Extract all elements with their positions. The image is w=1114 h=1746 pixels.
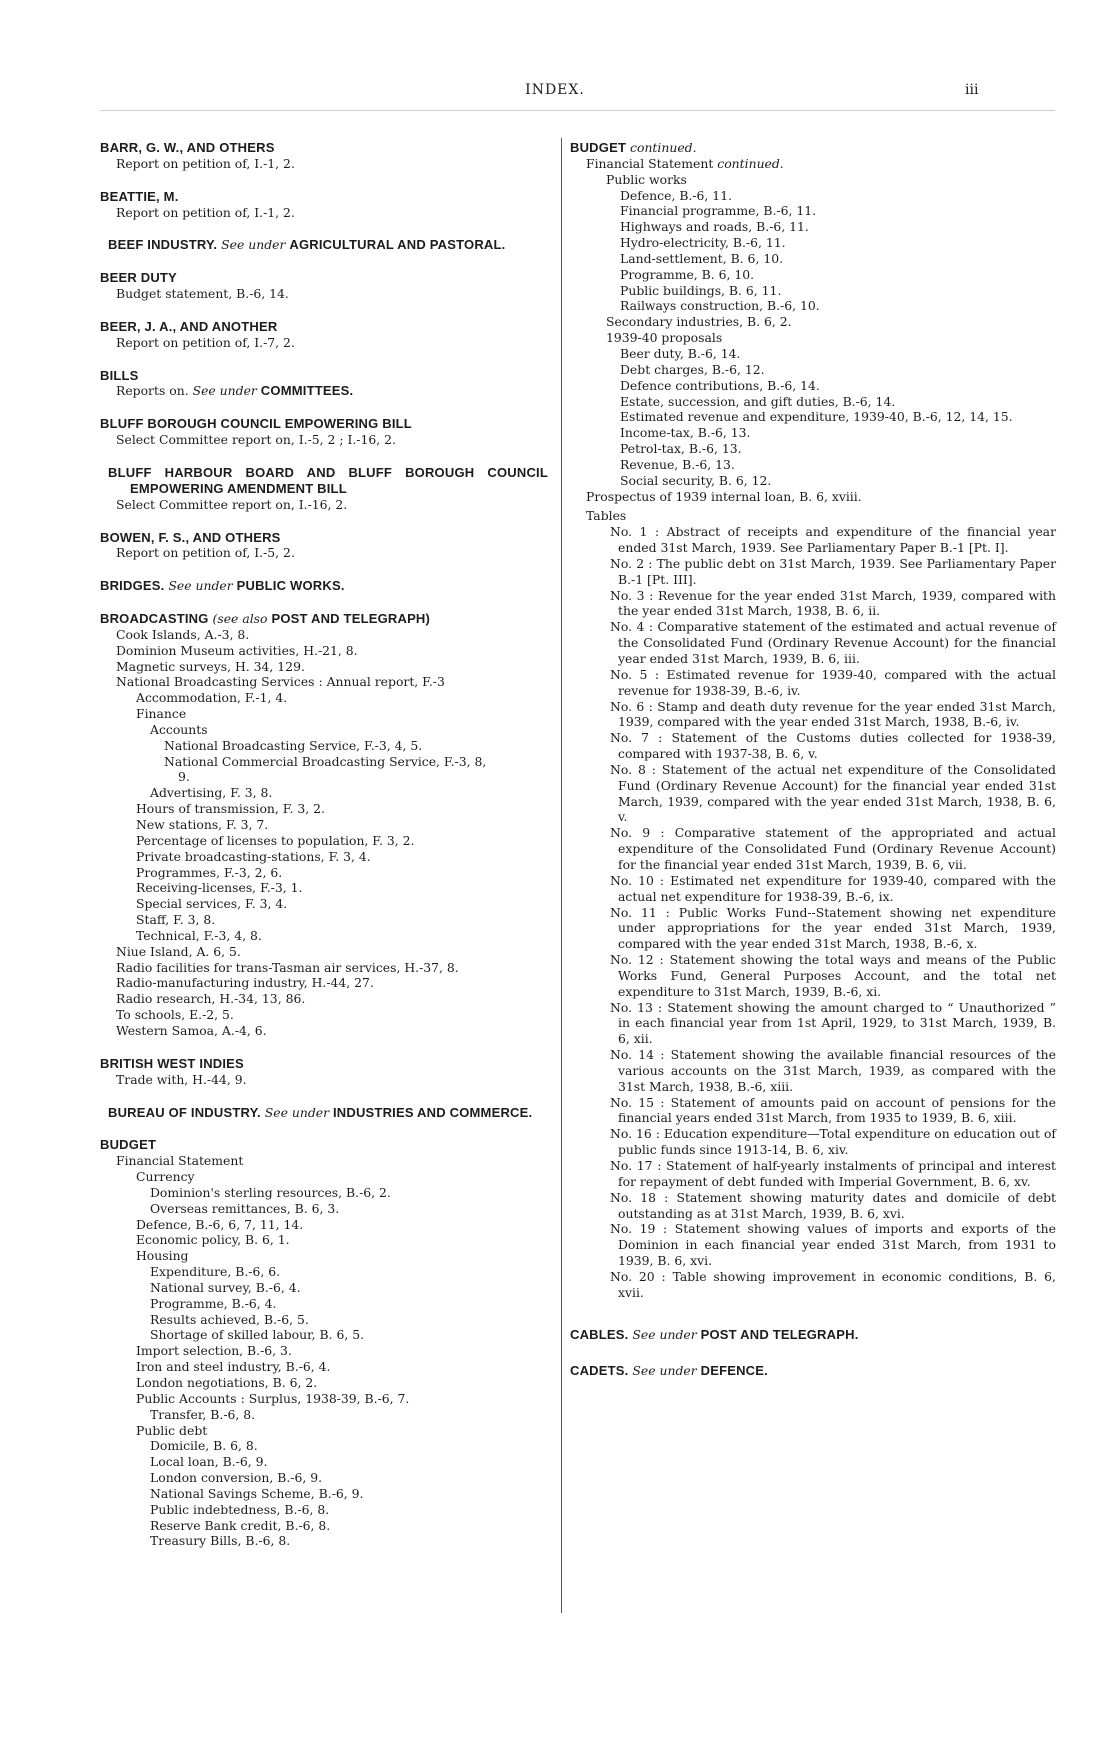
entry-line: Select Committee report on, I.-16, 2. [116, 496, 348, 512]
entry-line: Radio facilities for trans-Tasman air services, H.-37, 8. [116, 959, 459, 975]
entry-line: Reserve Bank credit, B.-6, 8. [150, 1517, 331, 1533]
entry-line: London negotiations, B. 6, 2. [136, 1375, 318, 1390]
entry-line: Beer duty, B.-6, 14. [620, 345, 741, 361]
entry-line: Report on petition of, I.-1, 2. [116, 204, 295, 220]
table-item: No. 20 : Table showing improvement in economic conditions, B. 6, xvii. [610, 1268, 1056, 1300]
entry-line: Western Samoa, A.-4, 6. [116, 1022, 267, 1038]
entry-line: Results achieved, B.-6, 5. [150, 1311, 309, 1327]
entry-heading: BOWEN, F. S., AND OTHERS [100, 529, 281, 545]
entry-line: 1939-40 proposals [606, 330, 723, 346]
see-under-label: See under [632, 1363, 697, 1379]
entry-line: Shortage of skilled labour, B. 6, 5. [150, 1327, 365, 1343]
entry-heading: BUREAU OF INDUSTRY. [108, 1104, 261, 1120]
entry-line: Niue Island, A. 6, 5. [116, 943, 241, 959]
entry-heading: BEEF INDUSTRY. [108, 237, 218, 253]
entry-line: Public works [606, 171, 687, 187]
entry-line: Highways and roads, B.-6, 11. [620, 219, 809, 235]
entry-heading: BEATTIE, M. [100, 188, 179, 204]
left-column [100, 140, 548, 1566]
entry-line: Iron and steel industry, B.-6, 4. [136, 1359, 331, 1375]
cross-reference: DEFENCE. [700, 1363, 768, 1379]
entry-line: Receiving-licenses, F.-3, 1. [136, 880, 303, 896]
entry-line: Private broadcasting-stations, F. 3, 4. [136, 848, 371, 864]
entry-line: Programme, B.-6, 4. [150, 1295, 277, 1311]
entry-line: Income-tax, B.-6, 13. [620, 425, 751, 441]
entry-line: Estimated revenue and expenditure, 1939-40, B.-6, 12, 14, 15. [620, 409, 1013, 425]
entry-heading: BARR, G. W., AND OTHERS [100, 140, 275, 155]
entry-line: Public Accounts : Surplus, 1938-39, B.-6, 7. [136, 1390, 410, 1406]
see-under-label: See under [264, 1104, 330, 1120]
entry-heading: BUDGET [570, 140, 627, 155]
entry-line: Report on petition of, I.-1, 2. [116, 155, 295, 171]
entry-heading: BLUFF HARBOUR BOARD AND BLUFF BOROUGH COUNCIL EMPOWERING AMENDMENT BILL [108, 464, 548, 496]
table-item: No. 16 : Education expenditure—Total expenditure on education out of public funds since 1913-14, B. 6, xiv. [610, 1126, 1056, 1158]
entry-line: Percentage of licenses to population, F. 3, 2. [136, 832, 415, 848]
entry-line: Local loan, B.-6, 9. [150, 1454, 268, 1470]
entry-line: Currency [136, 1169, 195, 1185]
index-entry [100, 530, 548, 562]
entry-line: To schools, E.-2, 5. [116, 1007, 234, 1023]
entry-line: Defence, B.-6, 11. [620, 187, 733, 203]
table-item: No. 18 : Statement showing maturity dates and domicile of debt outstanding as at 31st March, 1939, B. 6, xvi. [610, 1189, 1056, 1221]
entry-line: Programme, B. 6, 10. [620, 266, 755, 282]
table-item: No. 19 : Statement showing values of imports and exports of the Dominion in each financial year ended 31st March, from 1931 to 1939, B. 6, xvi. [610, 1221, 1056, 1269]
page-header [0, 82, 1114, 112]
entry-heading: BILLS [100, 367, 139, 383]
entry-line: Secondary industries, B. 6, 2. [606, 314, 792, 330]
entry-line: Tables [586, 508, 627, 524]
entry-line: Public debt [136, 1422, 208, 1438]
see-under-label: See under [632, 1326, 697, 1342]
index-entry [100, 140, 548, 172]
index-entry [570, 1363, 1056, 1379]
cross-reference: POST AND TELEGRAPH. [700, 1326, 859, 1342]
index-entry [100, 189, 548, 221]
continued-label: continued. [630, 140, 697, 155]
entry-line: Import selection, B.-6, 3. [136, 1343, 292, 1359]
entry-line: National Commercial Broadcasting Service, F.-3, 8, [164, 753, 487, 769]
entry-line: Expenditure, B.-6, 6. [150, 1264, 281, 1280]
index-entry [100, 237, 548, 253]
cross-reference: PUBLIC WORKS. [236, 578, 345, 594]
see-also-label: (see also [212, 611, 268, 627]
index-entry [100, 319, 548, 351]
entry-line: National Broadcasting Service, F.-3, 4, 5. [164, 737, 423, 753]
table-item: No. 14 : Statement showing the available financial resources of the various accounts on the 31st March, 1939, as compared with the 31st March, 1938, B.-6, xiii. [610, 1047, 1056, 1094]
index-entry-broadcasting [100, 611, 548, 1039]
entry-line: Prospectus of 1939 internal loan, B. 6, xviii. [586, 488, 862, 504]
entry-line: Select Committee report on, I.-5, 2 ; I.-16, 2. [116, 432, 396, 448]
entry-heading: BLUFF BOROUGH COUNCIL EMPOWERING BILL [100, 416, 412, 432]
continued-label: continued. [717, 155, 784, 171]
index-entry [100, 465, 548, 513]
index-entry [570, 1327, 1056, 1343]
entry-line: New stations, F. 3, 7. [136, 817, 269, 832]
table-item: No. 5 : Estimated revenue for 1939-40, compared with the actual revenue for 1938-39, B.-6, iv. [610, 666, 1056, 698]
table-item: No. 9 : Comparative statement of the appropriated and actual expenditure of the Consolidated Fund (Ordinary Revenue Account) for the financial year ended 31st March, 1939, B. 6, vii. [610, 825, 1056, 872]
entry-line: Defence, B.-6, 6, 7, 11, 14. [136, 1216, 304, 1232]
entry-line: Railways construction, B.-6, 10. [620, 298, 820, 314]
entry-heading: BRIDGES. [100, 578, 165, 594]
entry-line: Technical, F.-3, 4, 8. [136, 927, 262, 943]
table-item: No. 17 : Statement of half-yearly instalments of principal and interest for repayment of debt funded with Imperial Government, B. 6, xv. [610, 1158, 1056, 1189]
entry-line: Advertising, F. 3, 8. [150, 785, 273, 801]
entry-line: Programmes, F.-3, 2, 6. [136, 864, 283, 880]
table-item: No. 3 : Revenue for the year ended 31st March, 1939, compared with the year ended 31st March, 1938, B. 6, ii. [610, 587, 1056, 619]
entry-line: Reports on. [116, 383, 189, 399]
table-item: No. 2 : The public debt on 31st March, 1939. See Parliamentary Paper B.-1 [Pt. III]. [610, 555, 1056, 587]
index-entry [100, 578, 548, 594]
entry-heading: BEER DUTY [100, 270, 177, 286]
header-rule [100, 110, 1055, 111]
entry-line: Estate, succession, and gift duties, B.-6, 14. [620, 393, 896, 409]
entry-line: Hours of transmission, F. 3, 2. [136, 801, 325, 817]
table-item: No. 1 : Abstract of receipts and expenditure of the financial year ended 31st March, 1939. See Parliamentary Paper B.-1 [Pt. I]. [610, 524, 1056, 556]
entry-line: Accounts [150, 721, 208, 737]
entry-heading: CADETS. [570, 1363, 629, 1379]
entry-line: 9. [178, 769, 190, 785]
entry-line: Finance [136, 706, 187, 722]
index-entry [100, 1056, 548, 1088]
entry-line: Petrol-tax, B.-6, 13. [620, 441, 742, 457]
cross-reference: COMMITTEES. [260, 383, 354, 399]
entry-line: Housing [136, 1248, 189, 1264]
entry-heading: BRITISH WEST INDIES [100, 1055, 244, 1071]
entry-line: National Savings Scheme, B.-6, 9. [150, 1485, 364, 1501]
index-entry-budget [100, 1137, 548, 1549]
entry-line: Public buildings, B. 6, 11. [620, 282, 782, 298]
right-column [570, 140, 1056, 1396]
entry-line: Report on petition of, I.-5, 2. [116, 545, 295, 561]
entry-line: Dominion's sterling resources, B.-6, 2. [150, 1184, 391, 1200]
page-number: iii [965, 82, 979, 98]
entry-line: Overseas remittances, B. 6, 3. [150, 1200, 340, 1216]
entry-line: Report on petition of, I.-7, 2. [116, 334, 295, 350]
table-item: No. 13 : Statement showing the amount charged to “ Unauthorized ” in each financial year from 1st April, 1929, to 31st March, 1939, B. 6, xii. [610, 999, 1056, 1047]
entry-line: Transfer, B.-6, 8. [150, 1406, 256, 1422]
see-under-label: See under [168, 578, 233, 594]
entry-line: Radio-manufacturing industry, H.-44, 27. [116, 975, 374, 991]
entry-line: Special services, F. 3, 4. [136, 896, 288, 912]
index-entry [100, 416, 548, 448]
entry-heading: BUDGET [100, 1137, 157, 1153]
table-item: No. 6 : Stamp and death duty revenue for the year ended 31st March, 1939, compared with the year ended 31st March, 1938, B.-6, iv. [610, 698, 1056, 730]
index-entry [100, 270, 548, 302]
see-under-label: See under [221, 237, 286, 253]
entry-line: Dominion Museum activities, H.-21, 8. [116, 642, 358, 658]
entry-line: Domicile, B. 6, 8. [150, 1438, 258, 1454]
cross-reference: AGRICULTURAL AND PASTORAL. [289, 237, 506, 253]
entry-line: Financial Statement [116, 1153, 244, 1169]
entry-line: Hydro-electricity, B.-6, 11. [620, 235, 786, 251]
entry-line: Debt charges, B.-6, 12. [620, 361, 765, 377]
table-item: No. 8 : Statement of the actual net expenditure of the Consolidated Fund (Ordinary Revenue Account) for the financial year ended 31st March, 1939, compared with the year ended 31st March, 1938, B. 6, v. [610, 761, 1056, 825]
table-item: No. 4 : Comparative statement of the estimated and actual revenue of the Consolidated Fund (Ordinary Revenue Account) for the financial year ended 31st March, 1939, B. 6, iii. [610, 619, 1056, 666]
entry-line: Revenue, B.-6, 13. [620, 456, 735, 472]
cross-reference: INDUSTRIES AND COMMERCE. [332, 1104, 533, 1120]
entry-line: Magnetic surveys, H. 34, 129. [116, 658, 305, 674]
entry-line: National Broadcasting Services : Annual report, F.-3 [116, 674, 445, 690]
entry-heading: BROADCASTING [100, 611, 209, 627]
entry-line: London conversion, B.-6, 9. [150, 1470, 323, 1486]
entry-line: Trade with, H.-44, 9. [116, 1071, 247, 1087]
entry-line: Accommodation, F.-1, 4. [136, 690, 288, 706]
entry-line: National survey, B.-6, 4. [150, 1279, 301, 1295]
table-item: No. 12 : Statement showing the total ways and means of the Public Works Fund, General Purposes Account, and the total net expenditure to 31st March, 1939, B.-6, xi. [610, 952, 1056, 999]
column-divider [561, 138, 562, 1613]
index-entry [100, 1105, 548, 1121]
entry-line: Staff, F. 3, 8. [136, 912, 216, 928]
entry-line: Economic policy, B. 6, 1. [136, 1232, 290, 1248]
table-item: No. 10 : Estimated net expenditure for 1939-40, compared with the actual net expenditure for 1938-39, B.-6, ix. [610, 872, 1056, 904]
tables-list [570, 524, 1056, 1300]
table-item: No. 15 : Statement of amounts paid on account of pensions for the financial years ended 31st March, from 1935 to 1939, B. 6, xiii. [610, 1094, 1056, 1126]
entry-line: Social security, B. 6, 12. [620, 472, 772, 488]
entry-line: Radio research, H.-34, 13, 86. [116, 991, 306, 1007]
entry-line: Budget statement, B.-6, 14. [116, 286, 289, 302]
entry-line: Land-settlement, B. 6, 10. [620, 250, 784, 266]
entry-line: Defence contributions, B.-6, 14. [620, 377, 820, 393]
entry-line: Treasury Bills, B.-6, 8. [150, 1533, 291, 1549]
entry-line: Cook Islands, A.-3, 8. [116, 626, 250, 642]
table-item: No. 7 : Statement of the Customs duties collected for 1938-39, compared with 1937-38, B. 6, v. [610, 730, 1056, 762]
entry-line: Financial Statement [586, 155, 714, 171]
entry-line: Financial programme, B.-6, 11. [620, 203, 817, 219]
see-under-label: See under [192, 383, 257, 399]
entry-line: Public indebtedness, B.-6, 8. [150, 1501, 330, 1517]
entry-heading: BEER, J. A., AND ANOTHER [100, 318, 278, 334]
table-item: No. 11 : Public Works Fund--Statement showing net expenditure under appropriations for the year ended 31st March, 1939, compared with the year ended 31st March, 1938, B.-6, x. [610, 904, 1056, 952]
entry-heading: CABLES. [570, 1326, 629, 1342]
page-title: INDEX. [525, 82, 585, 98]
index-entry [100, 368, 548, 400]
cross-reference: POST AND TELEGRAPH) [271, 611, 431, 627]
